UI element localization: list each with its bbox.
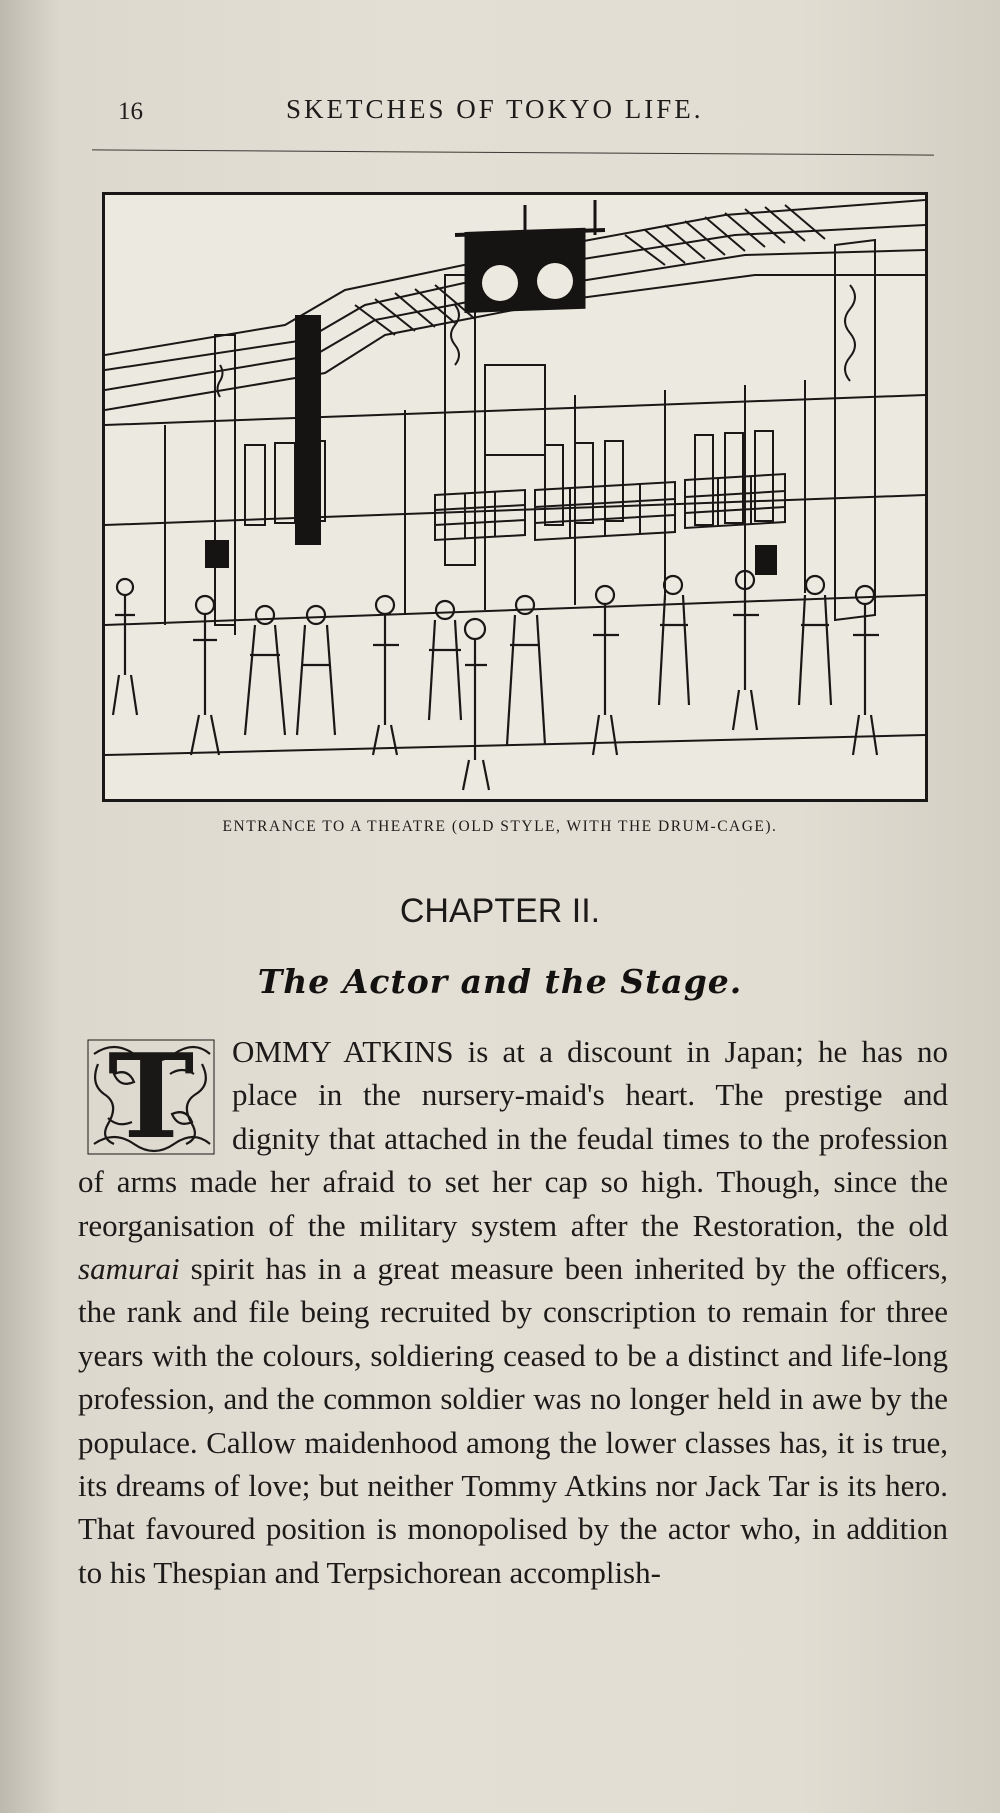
italic-samurai: samurai: [78, 1251, 180, 1287]
page-number: 16: [118, 98, 143, 125]
drum-cage: [455, 200, 605, 312]
header-rule: [92, 149, 934, 155]
body-text-part2: spirit has in a great measure been inherited by the officers, the rank and file being recruited by conscription to remain for three years with the colours, soldiering ceased to be a distinct and life-long profession, and the common soldier was no longer held in awe by the populace. Callow maidenhood among the lower classes has, it is true, its dreams of love; but neither Tommy Atkins nor Jack Tar is its hero. That favoured position is monopolised by the actor who, in addition to his Thespian and Terpsichorean accomplish-: [78, 1251, 948, 1590]
page-header: [0, 88, 1000, 128]
figure-caption: ENTRANCE TO A THEATRE (OLD STYLE, WITH THE DRUM-CAGE).: [222, 818, 778, 835]
chapter-title: The Actor and the Stage.: [257, 962, 743, 1001]
body-paragraph: [78, 1030, 948, 1594]
running-title: SKETCHES OF TOKYO LIFE.: [286, 94, 704, 124]
drop-cap-letter: T: [107, 1029, 195, 1165]
ornamental-drop-cap: [84, 1029, 218, 1165]
theatre-engraving: [105, 195, 925, 799]
theatre-illustration: [102, 192, 928, 802]
body-text-part1: OMMY ATKINS is at a discount in Japan; he has no place in the nursery-maid's heart. The prestige and dignity that attached in the feudal times to the profession of arms made her afraid to set her cap so high. Though, since the reorganisation of the military system after the Restoration, the old: [78, 1034, 948, 1243]
chapter-number: CHAPTER II.: [399, 892, 601, 930]
